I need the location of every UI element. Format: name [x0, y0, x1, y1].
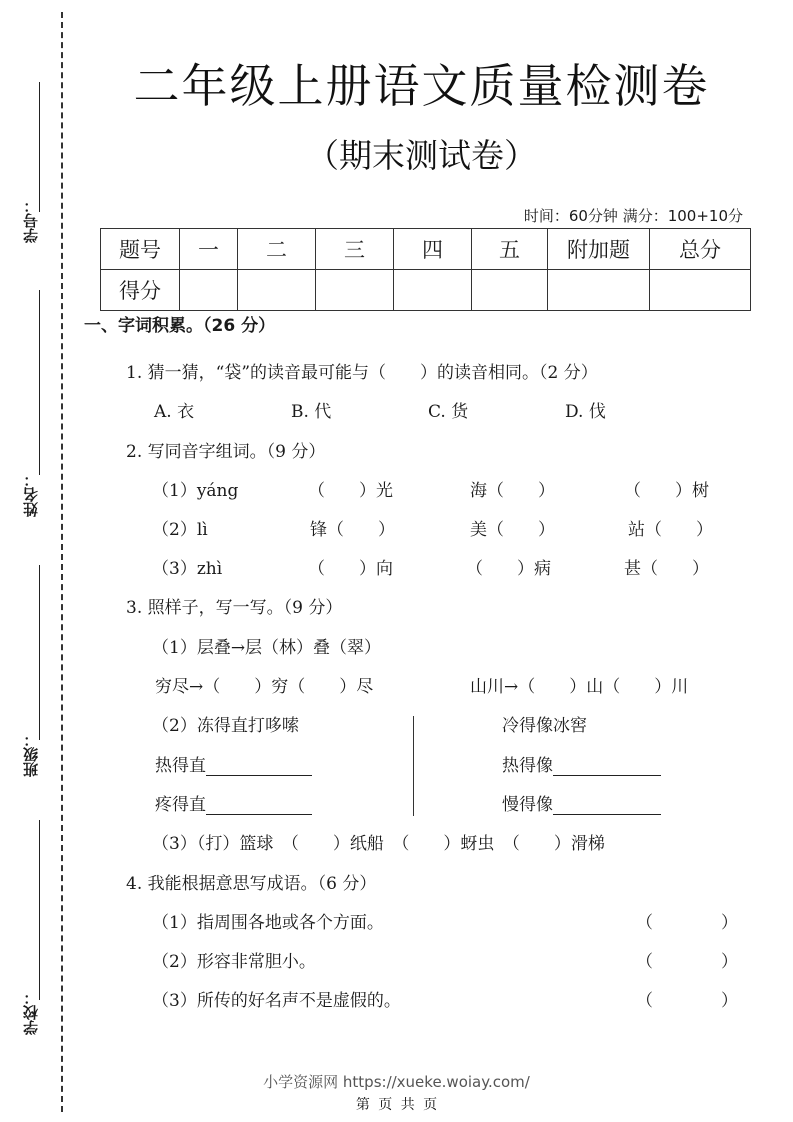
name-line: [39, 290, 40, 475]
option-b[interactable]: B. 代: [291, 402, 332, 422]
q2-blank[interactable]: （ ）光: [308, 481, 393, 501]
school-line: [39, 820, 40, 1000]
table-header-cell: 四: [394, 229, 472, 270]
score-cell[interactable]: [180, 270, 238, 311]
class-label: 班级：: [22, 732, 40, 777]
answer-blank[interactable]: [553, 757, 661, 776]
page-number: 第 页 共 页: [355, 1097, 438, 1113]
q3-part2-prompt: 热得像: [502, 756, 553, 776]
score-cell[interactable]: [394, 270, 472, 311]
q3-part2-prompt: 疼得直: [155, 795, 206, 815]
score-table-header-row: [101, 229, 751, 270]
q3-part3[interactable]: （3）（打）篮球 （ ）纸船 （ ）蚜虫 （ ）滑梯: [152, 834, 605, 854]
q4-answer-box[interactable]: （ ）: [636, 952, 738, 972]
q3-example: （1）层叠→层（林）叠（翠）: [152, 638, 382, 658]
question-3-stem: 3. 照样子，写一写。（9 分）: [126, 598, 343, 618]
q2-blank[interactable]: （ ）树: [624, 481, 709, 501]
score-cell[interactable]: [650, 270, 751, 311]
table-header-cell: 题号: [101, 229, 180, 270]
table-header-cell: 三: [316, 229, 394, 270]
table-header-cell: 二: [238, 229, 316, 270]
score-cell[interactable]: [472, 270, 548, 311]
q2-blank[interactable]: 站（ ）: [628, 520, 713, 540]
student-id-label: 学号：: [22, 198, 40, 243]
score-cell[interactable]: [238, 270, 316, 311]
q4-answer-box[interactable]: （ ）: [636, 913, 738, 933]
school-label: 学校：: [22, 990, 40, 1035]
question-4-stem: 4. 我能根据意思写成语。（6 分）: [126, 874, 377, 894]
score-table-score-row: [101, 270, 751, 311]
name-label: 姓名：: [22, 472, 40, 517]
binding-dashed-line: [61, 12, 63, 1112]
table-header-cell: 附加题: [548, 229, 650, 270]
option-a[interactable]: A. 衣: [154, 402, 195, 422]
score-cell[interactable]: [548, 270, 650, 311]
table-header-cell: 总分: [650, 229, 751, 270]
table-row-label: 得分: [101, 270, 180, 311]
q4-item: （2）形容非常胆小。: [152, 952, 316, 972]
question-1-stem: 1. 猜一猜，“袋”的读音最可能与（ ）的读音相同。（2 分）: [126, 363, 598, 383]
table-header-cell: 五: [472, 229, 548, 270]
question-2-stem: 2. 写同音字组词。（9 分）: [126, 442, 326, 462]
q3-part2-example-right: 冷得像冰窖: [502, 716, 587, 736]
q3-part2-example-left: （2）冻得直打哆嗦: [152, 716, 299, 736]
table-header-cell: 一: [180, 229, 238, 270]
q3-line1-left[interactable]: 穷尽→（ ）穷（ ）尽: [155, 677, 374, 697]
q2-blank[interactable]: （ ）向: [308, 559, 393, 579]
class-line: [39, 565, 40, 740]
answer-blank[interactable]: [553, 796, 661, 815]
q2-blank[interactable]: 海（ ）: [470, 481, 555, 501]
q3-part2-item[interactable]: [155, 756, 312, 776]
watermark: 小学资源网 https://xueke.woiay.com/: [263, 1073, 530, 1091]
q3-part2-prompt: 慢得像: [502, 795, 553, 815]
q4-item: （1）指周围各地或各个方面。: [152, 913, 384, 933]
q2-blank[interactable]: 锋（ ）: [310, 520, 395, 540]
option-d[interactable]: D. 伐: [565, 402, 606, 422]
q2-blank[interactable]: （ ）病: [466, 559, 551, 579]
exam-meta: 时间：60分钟 满分：100+10分: [523, 207, 743, 225]
q2-blank[interactable]: 甚（ ）: [624, 559, 709, 579]
answer-blank[interactable]: [206, 757, 312, 776]
divider-line: [413, 716, 414, 816]
answer-blank[interactable]: [206, 796, 312, 815]
q2-row-label: （2）lì: [152, 520, 208, 540]
q2-blank[interactable]: 美（ ）: [470, 520, 555, 540]
q3-part2-prompt: 热得直: [155, 756, 206, 776]
page-subtitle: （期末测试卷）: [306, 136, 537, 175]
q3-line1-right[interactable]: 山川→（ ）山（ ）川: [470, 677, 689, 697]
q3-part2-item[interactable]: [155, 795, 312, 815]
option-c[interactable]: C. 货: [428, 402, 469, 422]
page-title: 二年级上册语文质量检测卷: [133, 59, 710, 113]
q2-row-label: （3）zhì: [152, 559, 223, 579]
score-cell[interactable]: [316, 270, 394, 311]
q3-part2-item[interactable]: [502, 756, 661, 776]
q4-item: （3）所传的好名声不是虚假的。: [152, 991, 401, 1011]
q4-answer-box[interactable]: （ ）: [636, 991, 738, 1011]
score-table: [100, 228, 751, 311]
q3-part2-item[interactable]: [502, 795, 661, 815]
section-heading: 一、字词积累。（26 分）: [84, 316, 276, 336]
q2-row-label: （1）yáng: [152, 481, 239, 501]
